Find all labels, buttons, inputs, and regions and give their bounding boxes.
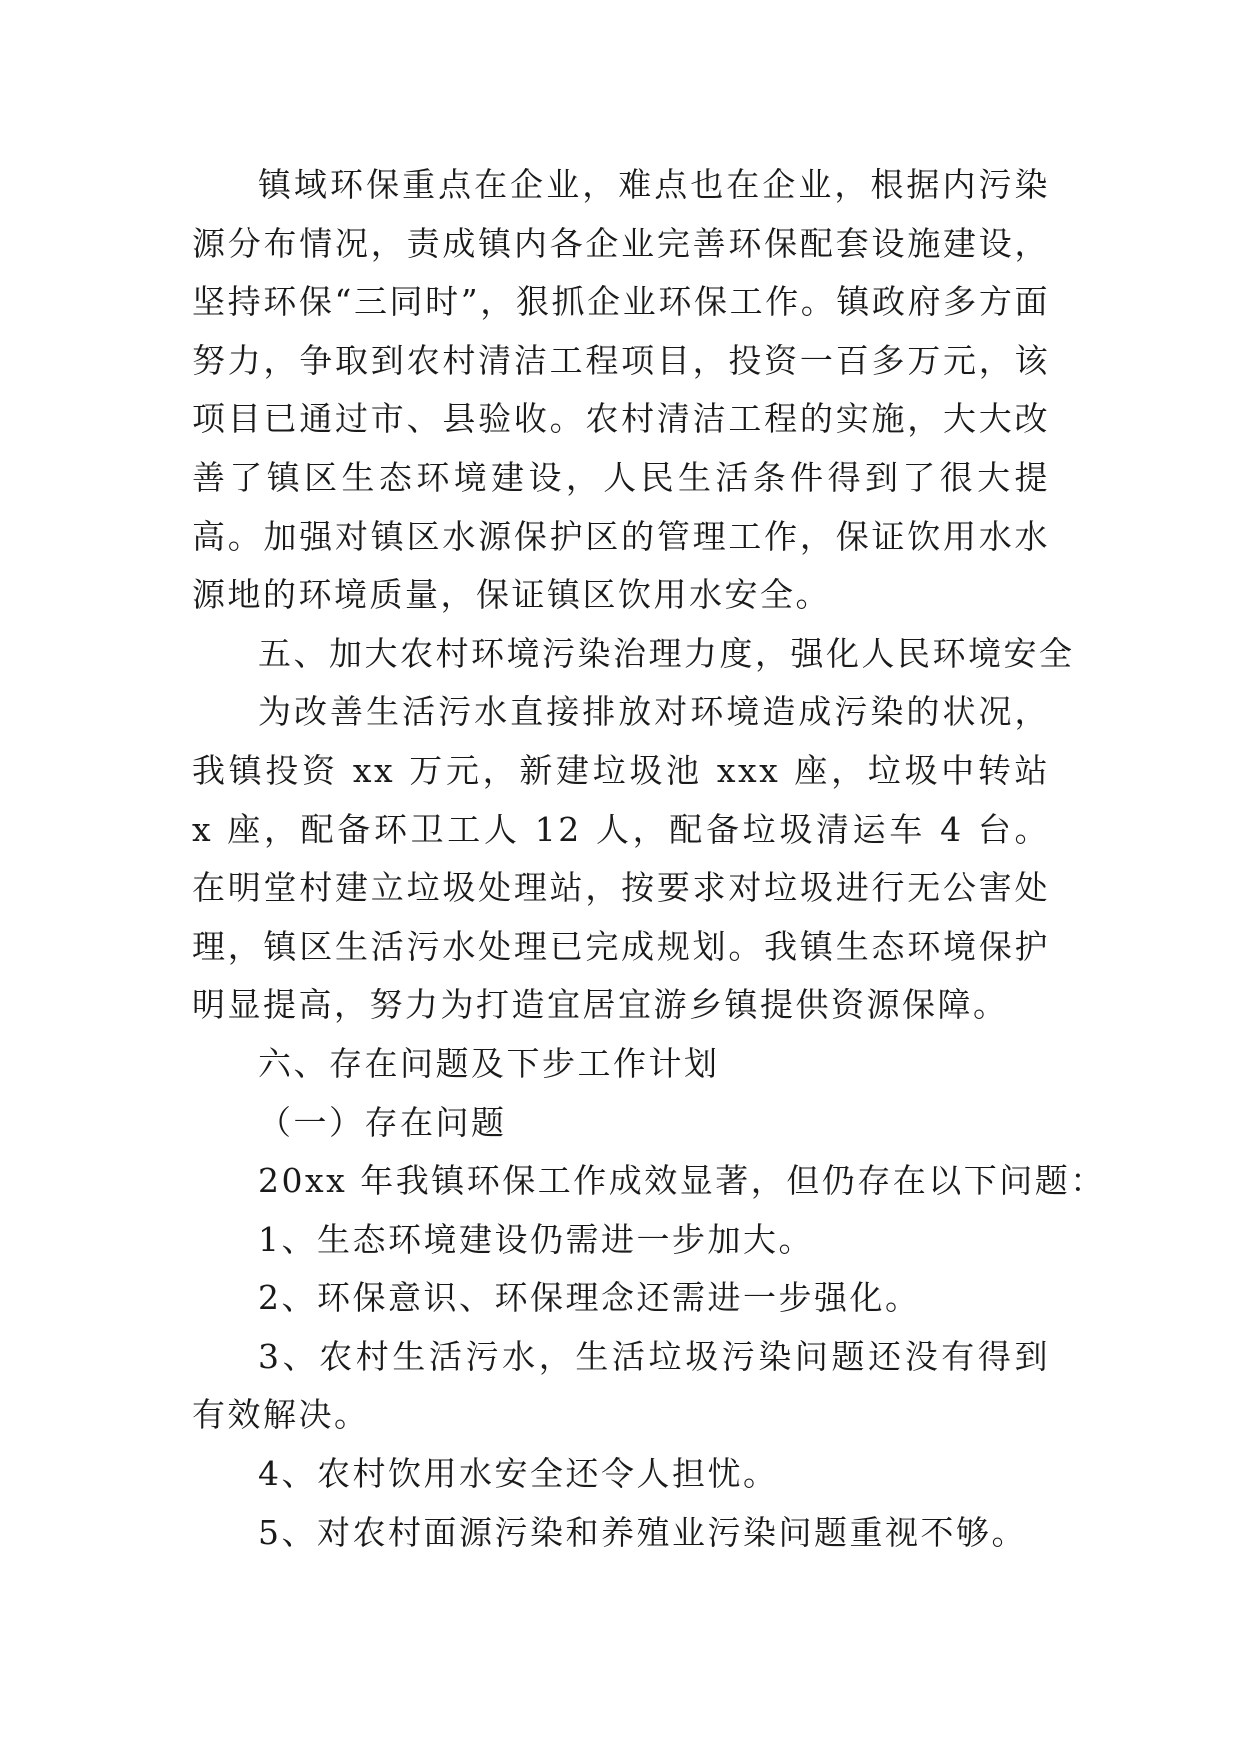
list-item-problem-1: 1、生态环境建设仍需进一步加大。 <box>258 1219 814 1259</box>
paragraph-problems-intro: 20xx 年我镇环保工作成效显著，但仍存在以下问题： <box>258 1161 1106 1201</box>
document-body <box>192 156 1106 1562</box>
paragraph-sewage-treatment: 为改善生活污水直接排放对环境造成污染的状况，我镇投资 xx 万元，新建垃圾池 xxx 座，垃圾中转站 x 座，配备环卫工人 12 人，配备垃圾清运车 4 台。在明堂村建立垃圾处理站，按要求对垃圾进行无公害处理，镇区生活污水处理已完成规划。我镇生态环境保护明显提高，努力为打造宜居宜游乡镇提供资源保障。 <box>192 692 1050 1025</box>
list-item-problem-4: 4、农村饮用水安全还令人担忧。 <box>258 1454 779 1494</box>
subheading-existing-problems: （一）存在问题 <box>258 1102 507 1142</box>
list-item-problem-5: 5、对农村面源污染和养殖业污染问题重视不够。 <box>258 1512 1027 1552</box>
heading-section-five: 五、加大农村环境污染治理力度，强化人民环境安全 <box>258 633 1075 673</box>
list-item-problem-2: 2、环保意识、环保理念还需进一步强化。 <box>258 1278 921 1318</box>
list-item-problem-3: 3、农村生活污水，生活垃圾污染问题还没有得到有效解决。 <box>192 1336 1050 1435</box>
paragraph-enterprise-environment: 镇域环保重点在企业，难点也在企业，根据内污染源分布情况，责成镇内各企业完善环保配套设施建设，坚持环保“三同时”，狠抓企业环保工作。镇政府多方面努力，争取到农村清洁工程项目，投资一百多万元，该项目已通过市、县验收。农村清洁工程的实施，大大改善了镇区生态环境建设，人民生活条件得到了很大提高。加强对镇区水源保护区的管理工作，保证饮用水水源地的环境质量，保证镇区饮用水安全。 <box>192 165 1050 615</box>
heading-section-six: 六、存在问题及下步工作计划 <box>258 1043 720 1083</box>
